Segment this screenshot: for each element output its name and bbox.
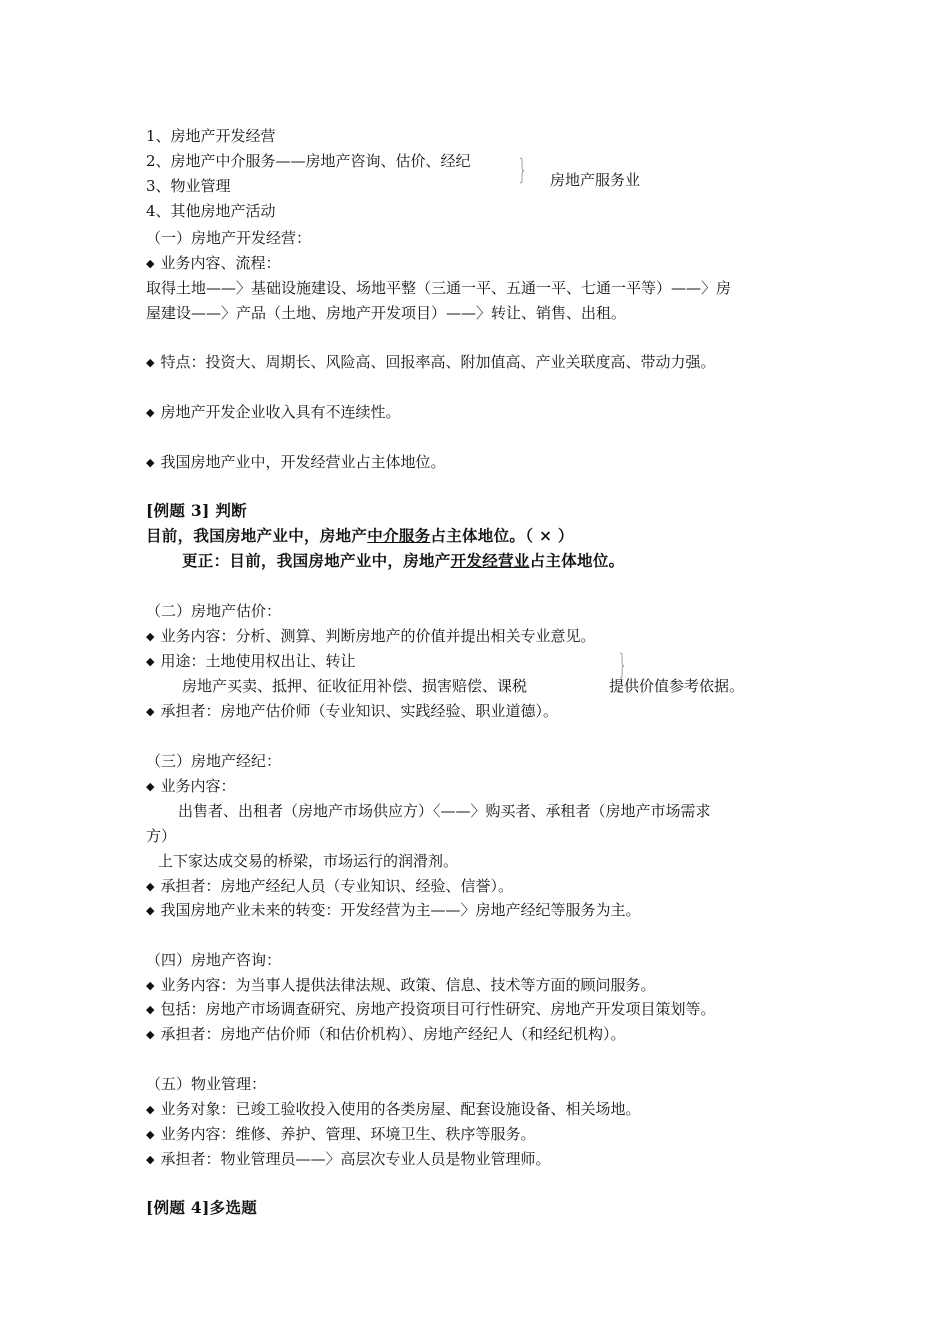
bullet-item: ◆ 业务内容、流程：	[146, 253, 280, 275]
bullet-item: ◆ 包括：房地产市场调查研究、房地产投资项目可行性研究、房地产开发项目策划等。	[146, 999, 715, 1021]
bullet-item: ◆ 业务内容：分析、测算、判断房地产的价值并提出相关专业意见。	[146, 626, 595, 648]
question-underlined: 中介服务	[367, 526, 431, 545]
bullet-item: ◆ 承担者：房地产估价师（专业知识、实践经验、职业道德）。	[146, 701, 558, 723]
section-heading: （一）房地产开发经营：	[146, 229, 312, 247]
section-heading: （五）物业管理：	[146, 1075, 267, 1093]
question-text-end: 占主体地位。（ × ）	[430, 526, 574, 545]
answer-text-end: 占主体地位。	[529, 551, 625, 570]
bullet-item: ◆ 房地产开发企业收入具有不连续性。	[146, 402, 400, 424]
example-question	[146, 526, 574, 546]
bullet-item: ◆ 承担者：物业管理员——〉高层次专业人员是物业管理师。	[146, 1149, 550, 1171]
bullet-item: ◆ 我国房地产业未来的转变：开发经营为主——〉房地产经纪等服务为主。	[146, 900, 640, 922]
bullet-item: ◆ 业务内容：为当事人提供法律法规、政策、信息、技术等方面的顾问服务。	[146, 975, 655, 997]
example-answer	[182, 551, 624, 571]
list-item: 1、房地产开发经营	[146, 127, 276, 145]
brace-symbol: }	[519, 153, 526, 186]
example-title: [例题 4]多选题	[146, 1198, 258, 1217]
question-text: 目前，我国房地产业中，房地产	[146, 526, 368, 545]
text-line: 房地产买卖、抵押、征收征用补偿、损害赔偿、课税	[182, 677, 528, 695]
text-line: 上下家达成交易的桥梁，市场运行的润滑剂。	[158, 852, 459, 870]
text-line: 方）	[146, 827, 177, 845]
bullet-item: ◆ 业务对象：已竣工验收投入使用的各类房屋、配套设施设备、相关场地。	[146, 1099, 640, 1121]
brace-label: 提供价值参考依据。	[609, 677, 745, 695]
section-heading: （二）房地产估价：	[146, 602, 282, 620]
bullet-item: ◆ 用途：土地使用权出让、转让	[146, 651, 355, 673]
bullet-item: ◆ 承担者：房地产经纪人员（专业知识、经验、信誉）。	[146, 876, 513, 898]
list-item: 4、其他房地产活动	[146, 202, 276, 220]
text-line: 出售者、出租者（房地产市场供应方）〈——〉购买者、承租者（房地产市场需求	[178, 802, 711, 820]
example-title: [例题 3] 判断	[146, 501, 247, 520]
answer-underlined: 开发经营业	[450, 551, 530, 570]
bullet-item: ◆ 我国房地产业中，开发经营业占主体地位。	[146, 452, 445, 474]
bullet-item: ◆ 特点：投资大、周期长、风险高、回报率高、附加值高、产业关联度高、带动力强。	[146, 352, 715, 374]
brace-symbol: }	[619, 648, 626, 681]
text-line: 屋建设——〉产品（土地、房地产开发项目）——〉转让、销售、出租。	[146, 304, 627, 322]
section-heading: （四）房地产咨询：	[146, 951, 282, 969]
list-item: 2、房地产中介服务——房地产咨询、估价、经纪	[146, 152, 471, 170]
list-item: 3、物业管理	[146, 177, 231, 195]
bullet-item: ◆ 承担者：房地产估价师（和估价机构）、房地产经纪人（和经纪机构）。	[146, 1024, 625, 1046]
section-heading: （三）房地产经纪：	[146, 752, 282, 770]
text-line: 取得土地——〉基础设施建设、场地平整（三通一平、五通一平、七通一平等）——〉房	[146, 279, 732, 297]
bullet-item: ◆ 业务内容：	[146, 776, 235, 798]
answer-text: 更正：目前，我国房地产业中，房地产	[182, 551, 451, 570]
bullet-item: ◆ 业务内容：维修、养护、管理、环境卫生、秩序等服务。	[146, 1124, 535, 1146]
brace-label: 房地产服务业	[550, 171, 641, 189]
